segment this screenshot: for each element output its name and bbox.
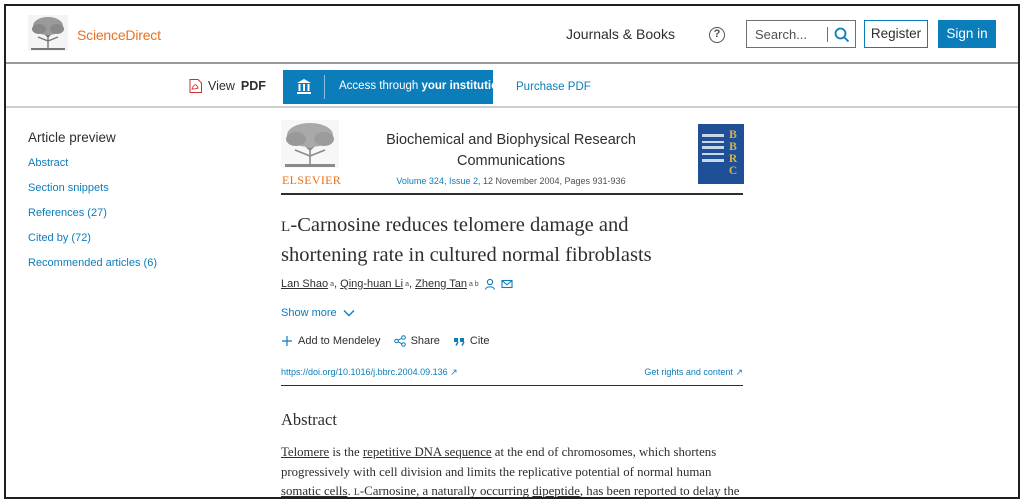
plus-icon bbox=[281, 335, 293, 347]
mail-icon[interactable] bbox=[501, 278, 513, 290]
share-icon bbox=[394, 335, 406, 347]
register-button[interactable]: Register bbox=[864, 20, 928, 48]
glossary-link[interactable]: dipeptide bbox=[532, 484, 580, 498]
sidebar-item-cited-by[interactable]: Cited by (72) bbox=[28, 232, 91, 244]
cover-letters bbox=[726, 129, 740, 177]
cover-letter: B bbox=[729, 129, 737, 141]
author-affiliation: a bbox=[405, 280, 410, 288]
purchase-pdf-link[interactable]: Purchase PDF bbox=[516, 81, 591, 93]
doi-text: https://doi.org/10.1016/j.bbrc.2004.09.136 bbox=[281, 367, 448, 377]
journal-title[interactable] bbox=[361, 130, 661, 172]
abstract-text-span: . bbox=[347, 484, 354, 498]
journal-cover[interactable] bbox=[698, 124, 744, 184]
glossary-link[interactable]: somatic cells bbox=[281, 484, 348, 498]
article-preview-sidebar bbox=[28, 130, 248, 282]
title-line1: -Carnosine reduces telomere damage and bbox=[290, 214, 629, 236]
journal-title-line1: Biochemical and Biophysical Research bbox=[386, 132, 636, 148]
glossary-link[interactable]: Telomere bbox=[281, 445, 330, 459]
cover-letter: B bbox=[729, 141, 737, 153]
article-title bbox=[281, 211, 751, 269]
external-link-icon: ↗ bbox=[735, 367, 743, 377]
mendeley-label: Add to Mendeley bbox=[298, 335, 381, 347]
cover-letter: C bbox=[728, 165, 738, 177]
abstract-text-span: , has been reported to delay the bbox=[579, 484, 740, 498]
access-bar bbox=[6, 66, 1018, 108]
chevron-down-icon bbox=[343, 309, 355, 317]
sign-in-button[interactable]: Sign in bbox=[938, 20, 996, 48]
browser-viewport bbox=[4, 4, 1020, 499]
cite-button[interactable] bbox=[453, 335, 490, 347]
title-line2: shortening rate in cultured normal fibroblasts bbox=[281, 244, 652, 266]
date-pages: , 12 November 2004, Pages 931-936 bbox=[477, 176, 626, 186]
cover-graphic-icon bbox=[702, 132, 724, 172]
author-link[interactable]: Lan Shao bbox=[281, 278, 329, 290]
abstract-text-span: at the end of chromosomes, which shortens bbox=[491, 445, 717, 459]
journals-books-link[interactable]: Journals & Books bbox=[566, 26, 675, 42]
author-separator: , bbox=[334, 278, 338, 290]
abstract-text-span: -Carnosine, a naturally occurring bbox=[359, 484, 533, 498]
access-label bbox=[339, 80, 505, 92]
share-button[interactable] bbox=[394, 335, 440, 347]
cite-label: Cite bbox=[469, 335, 490, 347]
doi-link[interactable] bbox=[281, 367, 458, 378]
external-link-icon: ↗ bbox=[450, 367, 458, 377]
brand-name[interactable]: ScienceDirect bbox=[77, 27, 161, 43]
title-smallcaps: L bbox=[281, 219, 291, 235]
access-bold: your institution bbox=[421, 80, 506, 92]
rights-link[interactable] bbox=[644, 367, 743, 378]
glossary-link[interactable]: repetitive DNA sequence bbox=[362, 445, 492, 459]
elsevier-tree-logo-icon[interactable] bbox=[28, 15, 68, 51]
author-affiliation: a bbox=[330, 280, 335, 288]
author-list bbox=[281, 278, 513, 290]
show-more-button[interactable] bbox=[281, 307, 355, 319]
author-link[interactable]: Qing-huan Li bbox=[340, 278, 404, 290]
access-prefix: Access through bbox=[339, 80, 419, 92]
sidebar-item-recommended[interactable]: Recommended articles (6) bbox=[28, 257, 157, 269]
search-input[interactable]: Search... bbox=[755, 27, 808, 42]
add-to-mendeley-button[interactable] bbox=[281, 335, 381, 347]
doi-row bbox=[281, 366, 743, 386]
person-icon[interactable] bbox=[484, 278, 496, 290]
institution-icon bbox=[296, 78, 312, 95]
sidebar-item-abstract[interactable]: Abstract bbox=[28, 157, 69, 169]
journal-meta bbox=[361, 176, 661, 186]
volume-issue-link[interactable]: Volume 324, Issue 2 bbox=[396, 176, 478, 186]
access-institution-button[interactable] bbox=[283, 70, 506, 104]
cover-letter: R bbox=[728, 153, 738, 165]
share-label: Share bbox=[410, 335, 440, 347]
rights-text: Get rights and content bbox=[644, 367, 733, 377]
article-actions bbox=[281, 335, 502, 347]
search-icon[interactable] bbox=[833, 26, 851, 44]
abstract-heading: Abstract bbox=[281, 410, 337, 429]
author-link[interactable]: Zheng Tan bbox=[415, 278, 467, 290]
pdf-icon bbox=[189, 79, 202, 93]
search-box[interactable] bbox=[746, 20, 856, 48]
search-divider bbox=[827, 27, 828, 42]
help-icon[interactable]: ? bbox=[709, 27, 725, 43]
access-divider bbox=[324, 75, 325, 99]
view-pdf-link[interactable] bbox=[189, 79, 266, 93]
author-separator: , bbox=[409, 278, 413, 290]
sidebar-title: Article preview bbox=[28, 130, 116, 145]
author-affiliation: a b bbox=[468, 280, 479, 288]
view-pdf-text: View bbox=[208, 79, 235, 93]
quote-icon bbox=[453, 335, 465, 347]
show-more-label: Show more bbox=[281, 307, 337, 319]
journal-header bbox=[281, 120, 743, 195]
abstract-text-span: is the bbox=[329, 445, 363, 459]
abstract-line: progressively with cell division and limits the replicative potential of normal human bbox=[281, 464, 712, 479]
elsevier-logo-icon[interactable] bbox=[281, 120, 339, 168]
abstract-text bbox=[281, 443, 751, 499]
abstract-smallcaps: L bbox=[353, 487, 360, 498]
top-header bbox=[6, 6, 1018, 64]
publisher-name: ELSEVIER bbox=[282, 173, 342, 187]
sidebar-item-section-snippets[interactable]: Section snippets bbox=[28, 182, 109, 194]
view-pdf-bold-text: PDF bbox=[240, 79, 266, 93]
journal-title-line2: Communications bbox=[457, 153, 565, 169]
sidebar-item-references[interactable]: References (27) bbox=[28, 207, 107, 219]
abstract-line bbox=[281, 482, 751, 499]
abstract-line bbox=[281, 443, 751, 463]
